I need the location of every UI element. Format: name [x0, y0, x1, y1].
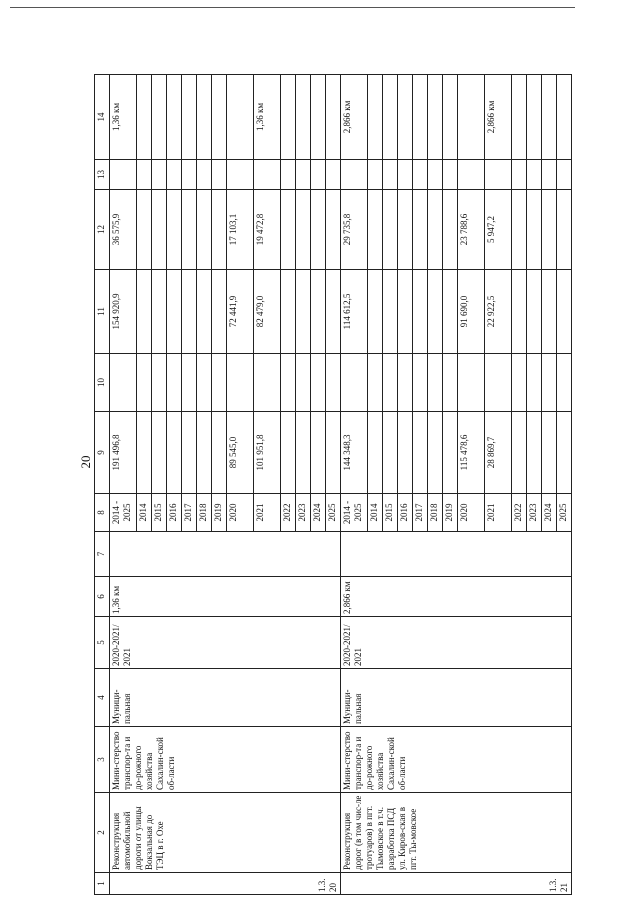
project-name-cell: Реконструкция дорог (в том чис-ле тротуаров) в пгт. Тымовское в т.ч. разработка ПСД ул. Киров-ская в пгт. Ты-мовское	[341, 793, 572, 873]
value-cell-14: 1,36 км	[254, 75, 281, 160]
value-cell-14	[428, 75, 443, 160]
length-cell: 2,866 км	[341, 577, 572, 617]
value-cell-11	[311, 270, 326, 354]
value-cell-12	[368, 190, 383, 270]
value-cell-13	[413, 160, 428, 190]
year-cell: 2019	[212, 494, 227, 532]
value-cell-10	[383, 354, 398, 412]
value-cell-12: 23 788,6	[458, 190, 485, 270]
value-cell-12	[413, 190, 428, 270]
value-cell-10	[167, 354, 182, 412]
value-cell-11	[368, 270, 383, 354]
value-cell-10	[182, 354, 197, 412]
year-cell: 2014	[368, 494, 383, 532]
value-cell-11	[383, 270, 398, 354]
value-cell-13	[512, 160, 527, 190]
length-cell: 1,36 км	[110, 577, 341, 617]
value-cell-14	[512, 75, 527, 160]
year-cell: 2014	[137, 494, 152, 532]
column-header-8: 8	[95, 494, 110, 532]
year-cell: 2015	[152, 494, 167, 532]
year-cell: 2023	[527, 494, 542, 532]
value-cell-14	[443, 75, 458, 160]
scan-top-rule	[10, 7, 575, 8]
value-cell-13	[167, 160, 182, 190]
value-cell-10	[557, 354, 572, 412]
value-cell-9	[182, 412, 197, 494]
period-cell: 2020-2021/ 2021	[110, 617, 341, 669]
value-cell-10	[542, 354, 557, 412]
value-cell-12	[557, 190, 572, 270]
value-cell-9	[167, 412, 182, 494]
value-cell-10	[413, 354, 428, 412]
value-cell-9	[326, 412, 341, 494]
value-cell-13	[443, 160, 458, 190]
column-header-6: 6	[95, 577, 110, 617]
executor-cell: Мини-стерство транспор-та и до-рожного хозяйства Сахалин-ской об-ласти	[110, 727, 341, 793]
value-cell-11	[512, 270, 527, 354]
column-header-12: 12	[95, 190, 110, 270]
column-header-4: 4	[95, 669, 110, 727]
value-cell-12	[326, 190, 341, 270]
value-cell-14	[152, 75, 167, 160]
value-cell-13	[197, 160, 212, 190]
header-row	[95, 75, 110, 895]
value-cell-10	[137, 354, 152, 412]
value-cell-11	[152, 270, 167, 354]
rotated-table-container	[94, 75, 569, 895]
value-cell-10	[428, 354, 443, 412]
ownership-type-cell: Муници-пальная	[341, 669, 572, 727]
project-number-cell: 1.3. 20	[110, 873, 341, 895]
column-header-2: 2	[95, 793, 110, 873]
value-cell-11	[413, 270, 428, 354]
value-cell-13	[110, 160, 137, 190]
period-cell: 2020-2021/ 2021	[341, 617, 572, 669]
value-cell-14	[212, 75, 227, 160]
year-cell: 2021	[254, 494, 281, 532]
value-cell-9	[512, 412, 527, 494]
value-cell-13	[458, 160, 485, 190]
year-cell: 2016	[167, 494, 182, 532]
value-cell-11	[398, 270, 413, 354]
value-cell-12	[197, 190, 212, 270]
column-7-cell	[110, 532, 341, 577]
column-header-5: 5	[95, 617, 110, 669]
value-cell-13	[383, 160, 398, 190]
value-cell-13	[485, 160, 512, 190]
value-cell-12	[152, 190, 167, 270]
page-number: 20	[78, 455, 93, 469]
value-cell-9	[383, 412, 398, 494]
value-cell-9	[137, 412, 152, 494]
value-cell-10	[152, 354, 167, 412]
value-cell-14	[137, 75, 152, 160]
value-cell-11	[182, 270, 197, 354]
value-cell-9	[557, 412, 572, 494]
value-cell-9: 191 496,8	[110, 412, 137, 494]
column-header-13: 13	[95, 160, 110, 190]
value-cell-14	[281, 75, 296, 160]
value-cell-9	[413, 412, 428, 494]
value-cell-10	[458, 354, 485, 412]
value-cell-9	[542, 412, 557, 494]
value-cell-13	[281, 160, 296, 190]
value-cell-11	[557, 270, 572, 354]
year-cell: 2022	[512, 494, 527, 532]
value-cell-11	[527, 270, 542, 354]
value-cell-11	[167, 270, 182, 354]
value-cell-10	[227, 354, 254, 412]
year-cell: 2018	[428, 494, 443, 532]
year-cell: 2018	[197, 494, 212, 532]
value-cell-13	[137, 160, 152, 190]
year-cell: 2016	[398, 494, 413, 532]
value-cell-14	[311, 75, 326, 160]
year-cell: 2015	[383, 494, 398, 532]
value-cell-13	[296, 160, 311, 190]
value-cell-12	[383, 190, 398, 270]
value-cell-12	[296, 190, 311, 270]
value-cell-12	[167, 190, 182, 270]
year-cell: 2025	[326, 494, 341, 532]
value-cell-11: 154 920,9	[110, 270, 137, 354]
value-cell-12: 29 735,8	[341, 190, 368, 270]
value-cell-10	[527, 354, 542, 412]
value-cell-12	[428, 190, 443, 270]
year-cell: 2014 - 2025	[341, 494, 368, 532]
value-cell-11: 72 441,9	[227, 270, 254, 354]
value-cell-9	[152, 412, 167, 494]
value-cell-9: 28 869,7	[485, 412, 512, 494]
value-cell-14	[368, 75, 383, 160]
ownership-type-cell: Муници-пальная	[110, 669, 341, 727]
value-cell-12	[398, 190, 413, 270]
value-cell-11: 82 479,0	[254, 270, 281, 354]
value-cell-14	[557, 75, 572, 160]
value-cell-10	[398, 354, 413, 412]
value-cell-12	[311, 190, 326, 270]
value-cell-13	[368, 160, 383, 190]
value-cell-12: 5 947,2	[485, 190, 512, 270]
value-cell-9: 101 951,8	[254, 412, 281, 494]
value-cell-9	[311, 412, 326, 494]
value-cell-12	[527, 190, 542, 270]
value-cell-12	[137, 190, 152, 270]
value-cell-10	[311, 354, 326, 412]
value-cell-13	[341, 160, 368, 190]
column-header-10: 10	[95, 354, 110, 412]
year-cell: 2017	[182, 494, 197, 532]
value-cell-14: 1,36 км	[110, 75, 137, 160]
project-name-cell: Реконструкция автомобильной дороги от улицы Вокзальная до ТЭЦ в г. Охе	[110, 793, 341, 873]
value-cell-11	[542, 270, 557, 354]
value-cell-9: 89 545,0	[227, 412, 254, 494]
value-cell-10	[296, 354, 311, 412]
table-row	[110, 75, 137, 895]
value-cell-11	[137, 270, 152, 354]
year-cell: 2020	[227, 494, 254, 532]
project-number-cell: 1.3. 21	[341, 873, 572, 895]
value-cell-14	[182, 75, 197, 160]
value-cell-14	[197, 75, 212, 160]
year-cell: 2024	[311, 494, 326, 532]
column-header-3: 3	[95, 727, 110, 793]
value-cell-14	[527, 75, 542, 160]
value-cell-12: 36 575,9	[110, 190, 137, 270]
value-cell-14	[227, 75, 254, 160]
value-cell-9: 115 478,6	[458, 412, 485, 494]
value-cell-13	[152, 160, 167, 190]
program-table	[94, 74, 572, 895]
value-cell-10	[485, 354, 512, 412]
value-cell-13	[182, 160, 197, 190]
value-cell-13	[311, 160, 326, 190]
value-cell-9	[296, 412, 311, 494]
value-cell-14	[542, 75, 557, 160]
value-cell-11	[197, 270, 212, 354]
value-cell-9	[527, 412, 542, 494]
value-cell-14	[413, 75, 428, 160]
value-cell-12	[542, 190, 557, 270]
column-header-1: 1	[95, 873, 110, 895]
value-cell-13	[527, 160, 542, 190]
executor-cell: Мини-стерство транспор-та и до-рожного хозяйства Сахалин-ской об-ласти	[341, 727, 572, 793]
value-cell-13	[326, 160, 341, 190]
value-cell-13	[398, 160, 413, 190]
value-cell-13	[428, 160, 443, 190]
value-cell-12: 17 103,1	[227, 190, 254, 270]
year-cell: 2019	[443, 494, 458, 532]
column-header-14: 14	[95, 75, 110, 160]
value-cell-11: 22 922,5	[485, 270, 512, 354]
value-cell-9	[212, 412, 227, 494]
value-cell-9	[398, 412, 413, 494]
value-cell-13	[557, 160, 572, 190]
value-cell-14	[296, 75, 311, 160]
year-cell: 2022	[281, 494, 296, 532]
value-cell-10	[443, 354, 458, 412]
value-cell-9	[443, 412, 458, 494]
value-cell-11	[428, 270, 443, 354]
value-cell-12	[212, 190, 227, 270]
column-header-11: 11	[95, 270, 110, 354]
year-cell: 2021	[485, 494, 512, 532]
value-cell-12: 19 472,8	[254, 190, 281, 270]
table-body	[110, 75, 572, 895]
value-cell-9	[368, 412, 383, 494]
value-cell-10	[110, 354, 137, 412]
value-cell-12	[443, 190, 458, 270]
value-cell-10	[281, 354, 296, 412]
table-row	[341, 75, 368, 895]
table-viewport	[94, 75, 569, 895]
value-cell-12	[281, 190, 296, 270]
column-header-7: 7	[95, 532, 110, 577]
value-cell-10	[341, 354, 368, 412]
value-cell-13	[227, 160, 254, 190]
value-cell-10	[212, 354, 227, 412]
value-cell-9: 144 348,3	[341, 412, 368, 494]
value-cell-10	[254, 354, 281, 412]
year-cell: 2023	[296, 494, 311, 532]
value-cell-13	[254, 160, 281, 190]
value-cell-9	[428, 412, 443, 494]
value-cell-14	[326, 75, 341, 160]
value-cell-14: 2,866 км	[485, 75, 512, 160]
value-cell-11	[212, 270, 227, 354]
value-cell-9	[197, 412, 212, 494]
value-cell-13	[542, 160, 557, 190]
year-cell: 2020	[458, 494, 485, 532]
value-cell-9	[281, 412, 296, 494]
column-7-cell	[341, 532, 572, 577]
value-cell-12	[512, 190, 527, 270]
value-cell-11: 114 612,5	[341, 270, 368, 354]
value-cell-11: 91 690,0	[458, 270, 485, 354]
value-cell-10	[368, 354, 383, 412]
value-cell-11	[443, 270, 458, 354]
value-cell-14	[167, 75, 182, 160]
year-cell: 2025	[557, 494, 572, 532]
value-cell-14	[383, 75, 398, 160]
value-cell-10	[326, 354, 341, 412]
value-cell-11	[296, 270, 311, 354]
year-cell: 2017	[413, 494, 428, 532]
value-cell-14	[398, 75, 413, 160]
value-cell-11	[281, 270, 296, 354]
value-cell-10	[197, 354, 212, 412]
value-cell-14	[458, 75, 485, 160]
value-cell-12	[182, 190, 197, 270]
column-header-9: 9	[95, 412, 110, 494]
value-cell-11	[326, 270, 341, 354]
value-cell-14: 2,866 км	[341, 75, 368, 160]
year-cell: 2014 - 2025	[110, 494, 137, 532]
value-cell-13	[212, 160, 227, 190]
value-cell-10	[512, 354, 527, 412]
year-cell: 2024	[542, 494, 557, 532]
